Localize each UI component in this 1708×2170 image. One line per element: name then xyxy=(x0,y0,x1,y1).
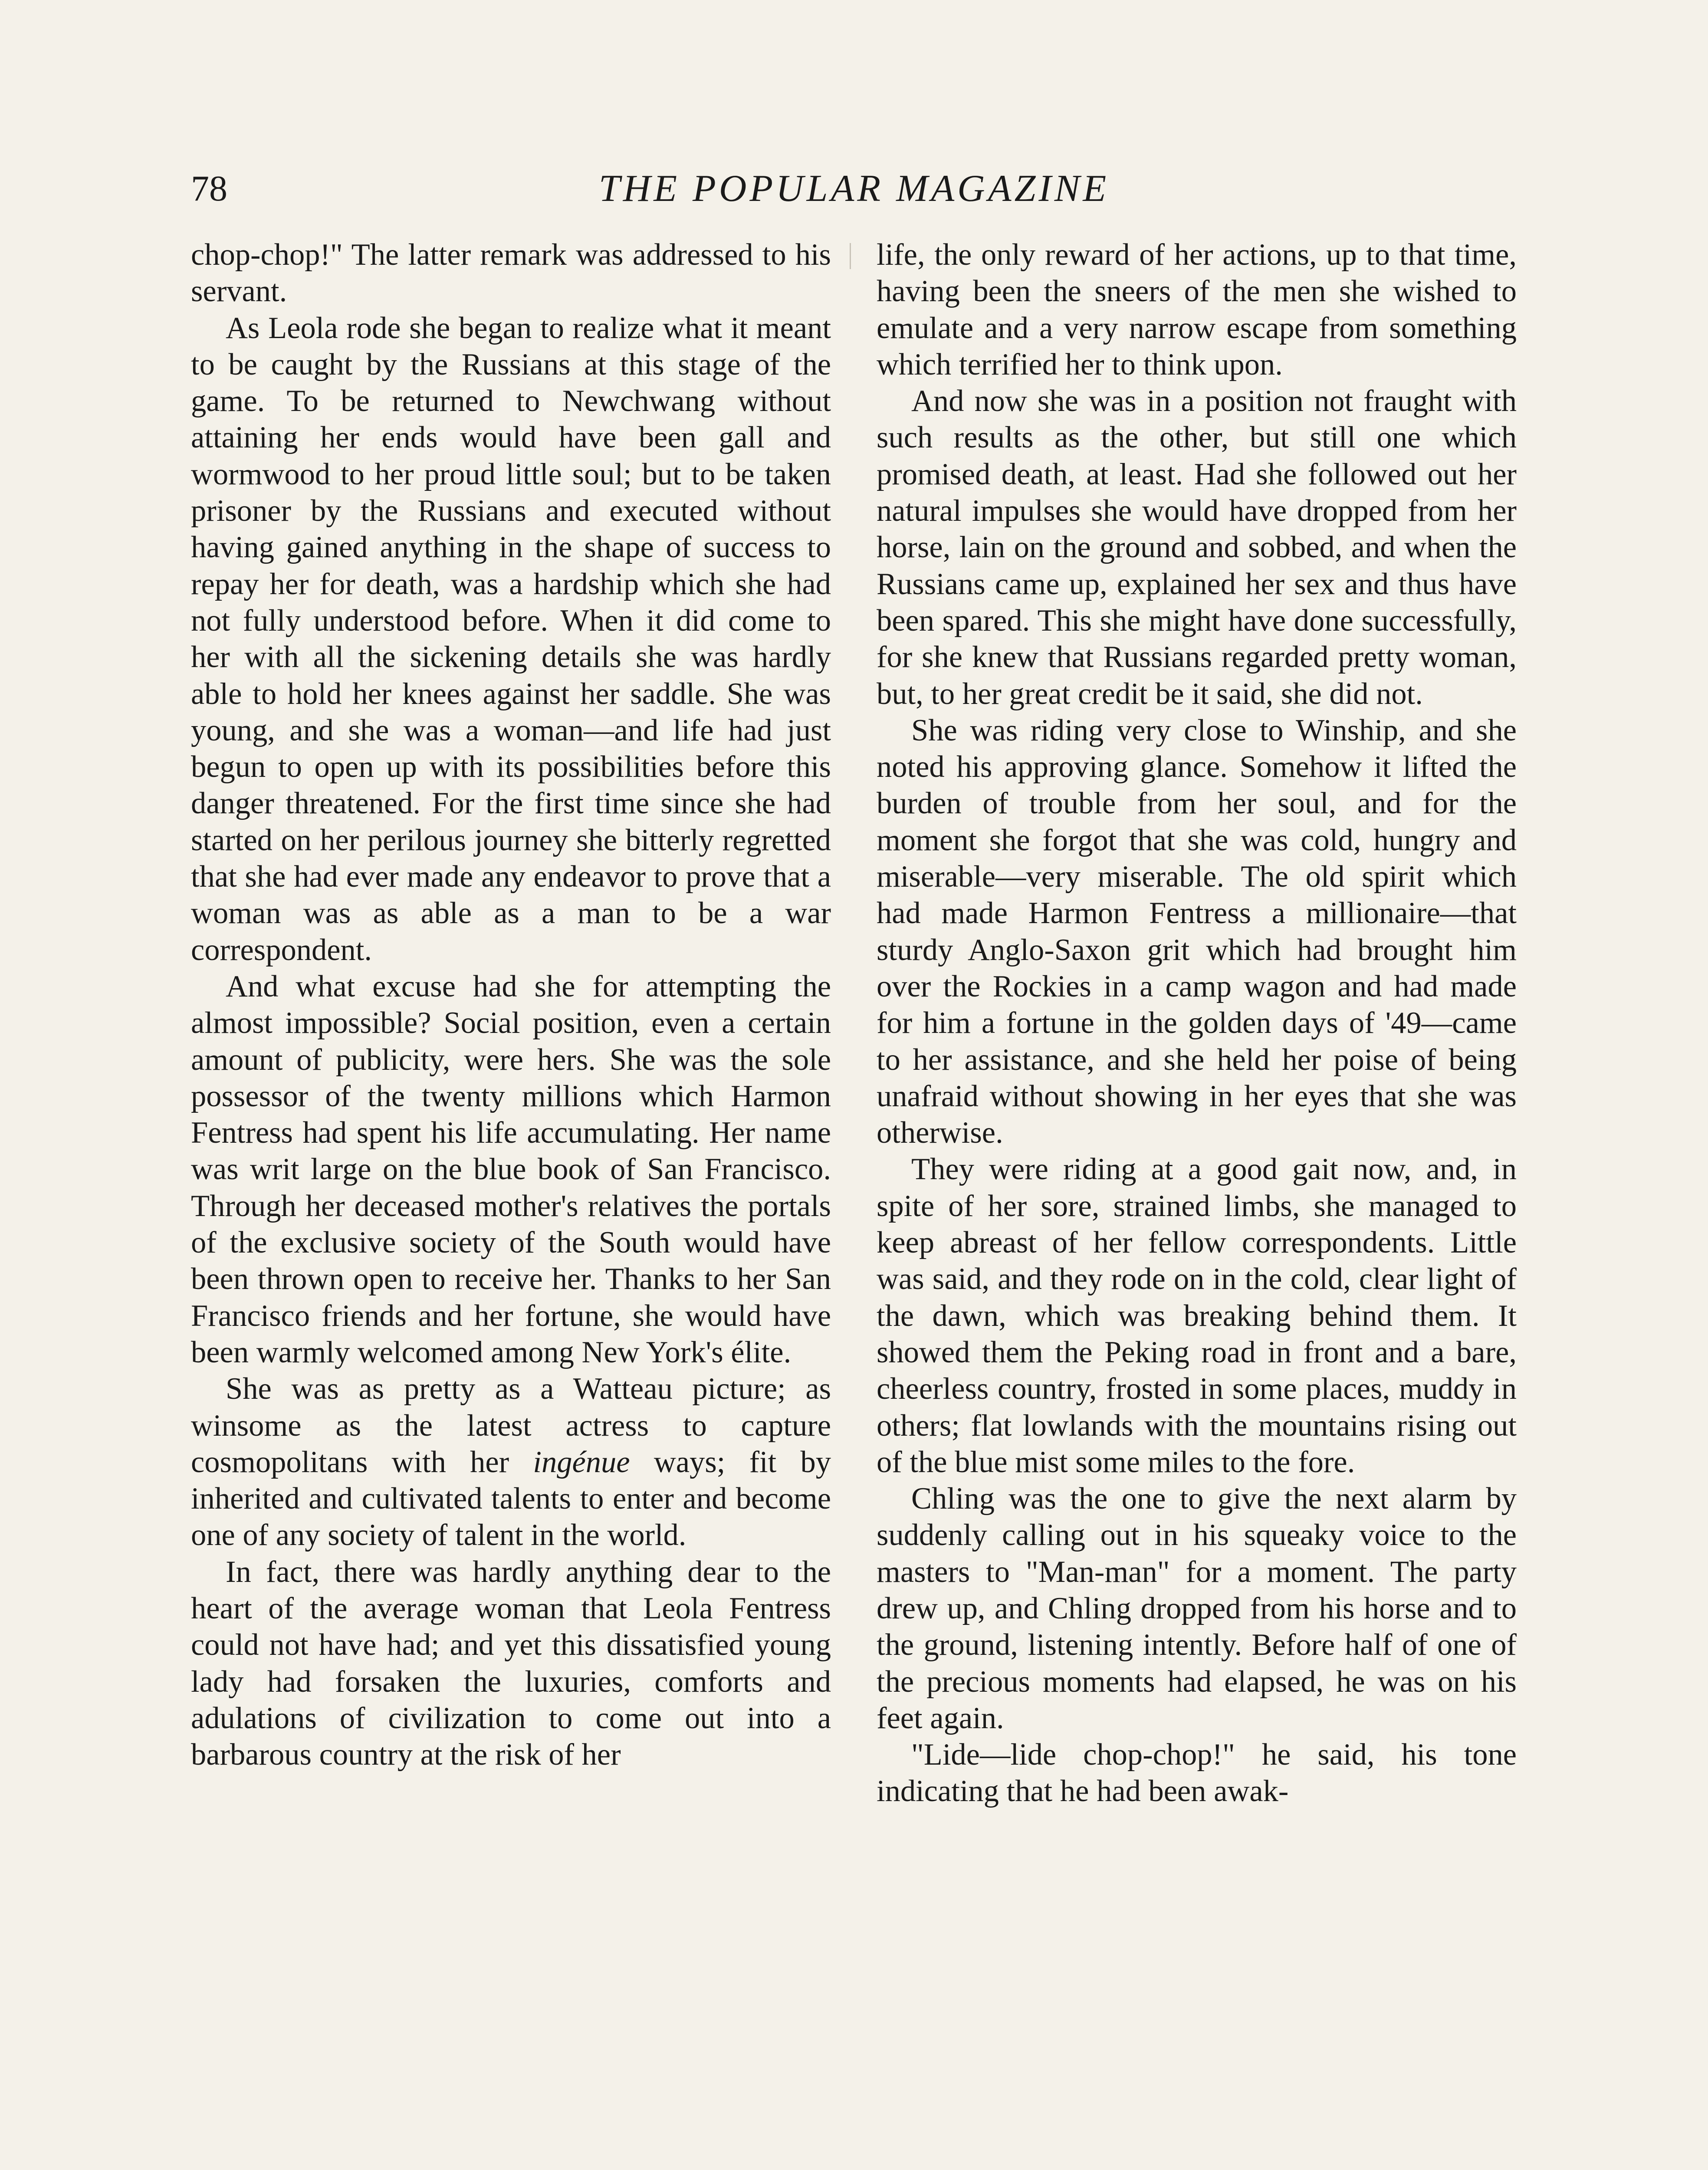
paragraph: They were riding at a good gait now, and, in spite of her sore, strained limbs, she managed to keep abreast of her fellow correspondents. Little was said, and they rode on in the cold, clear light of the dawn, which was breaking behind them. It showed them the Peking road in front and a bare, cheerless country, frosted in some places, muddy in others; flat lowlands with the mountains rising out of the blue mist some miles to the fore. xyxy=(877,1152,1517,1479)
paragraph: She was riding very close to Winship, and she noted his approving glance. Somehow it lifted the burden of trouble from her soul, and for the moment she forgot that she was cold, hungry and miserable—very miserable. The old spirit which had made Harmon Fentress a millionaire—that sturdy Anglo-Saxon grit which had brought him over the Rockies in a camp wagon and had made for him a fortune in the golden days of '49—came to her assistance, and she held her poise of being unafraid without showing in her eyes that she was otherwise. xyxy=(877,713,1517,1150)
paragraph xyxy=(191,1371,831,1553)
page-number: 78 xyxy=(191,168,227,209)
paragraph: In fact, there was hardly anything dear to the heart of the average woman that Leola Fentress could not have had; and yet this dissatisfied young lady had forsaken the luxuries, comforts and adulations of civilization to come out into a barbarous country at the risk of her xyxy=(191,1555,831,1772)
paragraph: chop-chop!" The latter remark was addressed to his servant. xyxy=(191,238,831,309)
left-column xyxy=(191,237,831,1773)
paragraph-text: She was as pretty as a Watteau picture; as winsome as the latest actress to capture cosmopolitans with her xyxy=(191,1372,831,1479)
paragraph: "Lide—lide chop-chop!" he said, his tone indicating that he had been awak- xyxy=(877,1738,1517,1808)
running-title: THE POPULAR MAGAZINE xyxy=(598,168,1110,210)
paragraph: And now she was in a position not fraught with such results as the other, but still one which promised death, at least. Had she followed out her natural impulses she would have dropped from her horse, lain on the ground and sobbed, and when the Russians came up, explained her sex and thus have been spared. This she might have done successfully, for she knew that Russians regarded pretty woman, but, to her great credit be it said, she did not. xyxy=(877,384,1517,711)
paragraph: Chling was the one to give the next alarm by suddenly calling out in his squeaky voice to the masters to "Man-man" for a moment. The party drew up, and Chling dropped from his horse and to the ground, listening intently. Before half of one of the precious moments had elapsed, he was on his feet again. xyxy=(877,1482,1517,1735)
page-header xyxy=(0,167,1708,219)
column-divider xyxy=(850,243,851,269)
right-column xyxy=(877,237,1517,1810)
paragraph-text: ways; fit by inherited and cultivated talents to enter and become one of any society of talent in the world. xyxy=(191,1445,831,1552)
paragraph: As Leola rode she began to realize what it meant to be caught by the Russians at this stage of the game. To be returned to Newchwang without attaining her ends would have been gall and wormwood to her proud little soul; but to be taken prisoner by the Russians and executed without having gained anything in the shape of success to repay her for death, was a hardship which she had not fully understood before. When it did come to her with all the sickening details she was hardly able to hold her knees against her saddle. She was young, and she was a woman—and life had just begun to open up with its possibilities before this danger threatened. For the first time since she had started on her perilous journey she bitterly regretted that she had ever made any endeavor to prove that a woman was as able as a man to be a war correspondent. xyxy=(191,311,831,967)
paragraph: life, the only reward of her actions, up to that time, having been the sneers of the men she wished to emulate and a very narrow escape from something which terrified her to think upon. xyxy=(877,238,1517,381)
paragraph: And what excuse had she for attempting the almost impossible? Social position, even a certain amount of publicity, were hers. She was the sole possessor of the twenty millions which Harmon Fentress had spent his life accumulating. Her name was writ large on the blue book of San Francisco. Through her deceased mother's relatives the portals of the exclusive society of the South would have been thrown open to receive her. Thanks to her San Francisco friends and her fortune, she would have been warmly welcomed among New York's élite. xyxy=(191,969,831,1369)
italic-word: ingénue xyxy=(533,1445,630,1479)
